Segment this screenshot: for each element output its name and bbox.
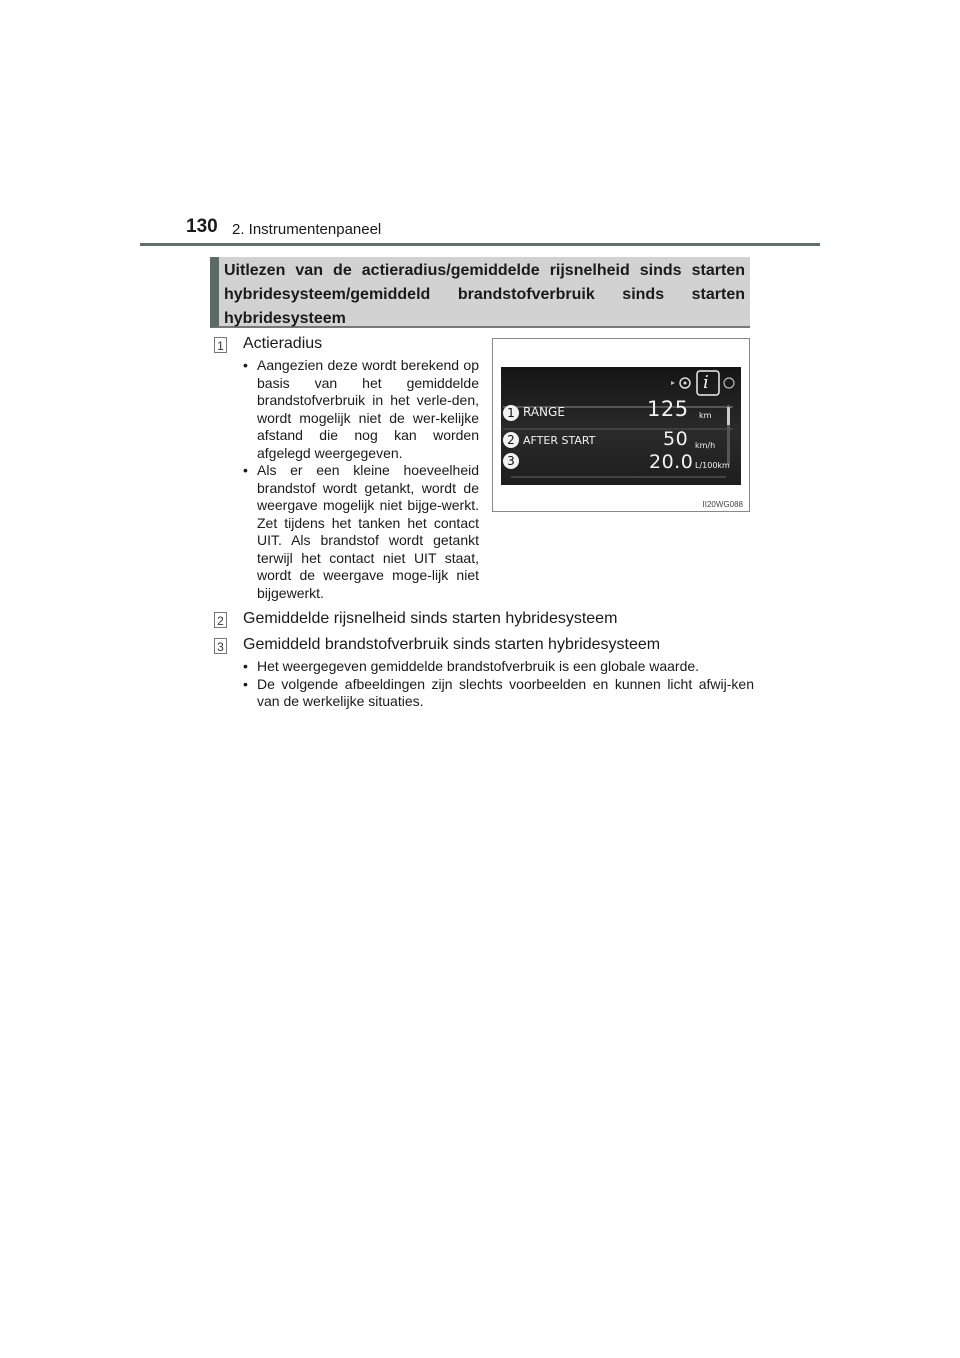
figure-code: II20WG088 (702, 500, 743, 509)
after-start-label: AFTER START (523, 434, 596, 447)
instrument-display-figure (492, 338, 750, 512)
driving-assist-icon (724, 378, 734, 388)
item-1-bullets (238, 357, 479, 602)
page-number: 130 (186, 216, 218, 237)
fuel-consumption-value: 20.0 (649, 451, 694, 473)
info-box (210, 257, 750, 328)
section-title: 2. Instrumentenpaneel (232, 221, 382, 238)
list-item: • Het weergegeven gemiddelde brandstofverbruik is een globale waarde. (238, 658, 754, 676)
item-number-1: 1 (214, 337, 227, 353)
range-unit: km (699, 411, 712, 420)
item-3-bullets (238, 658, 754, 711)
item-number-3: 3 (214, 638, 227, 654)
list-item: • Aangezien deze wordt berekend op basis van het gemiddelde brandstofverbruik in het verle-den, wordt mogelijk niet de wer-kelijke afstand die nog kan worden afgelegd weergegeven. (238, 357, 479, 462)
average-speed-value: 50 (663, 428, 689, 450)
item-title-actieradius: Actieradius (243, 335, 323, 352)
item-title-average-speed: Gemiddelde rijsnelheid sinds starten hybridesysteem (243, 610, 618, 627)
item-number-2: 2 (214, 612, 227, 628)
callout-3: 3 (503, 453, 519, 469)
settings-gear-icon (680, 378, 690, 388)
info-box-title: Uitlezen van de actieradius/gemiddelde rijsnelheid sinds starten hybridesysteem/gemiddeld brandstofverbruik sinds starten hybridesysteem (224, 262, 745, 327)
average-speed-unit: km/h (695, 441, 716, 450)
header-rule (140, 243, 820, 246)
list-item: • De volgende afbeeldingen zijn slechts voorbeelden en kunnen licht afwij-ken van de werkelijke situaties. (238, 676, 754, 711)
scrollbar-thumb (727, 407, 730, 425)
multi-info-display (501, 367, 741, 485)
list-item: • Als er een kleine hoeveelheid brandstof wordt getankt, wordt de weergave mogelijk niet bijge-werkt. Zet tijdens het tanken het contact UIT. Als brandstof wordt getankt terwijl het contact niet UIT staat, wordt de weergave moge-lijk niet bijgewerkt. (238, 462, 479, 602)
range-label: RANGE (523, 405, 565, 419)
info-icon: i (703, 372, 709, 393)
fuel-consumption-unit: L/100km (695, 461, 730, 470)
chevron-left-icon (671, 381, 675, 385)
range-value: 125 (647, 397, 689, 421)
callout-1: 1 (503, 405, 519, 421)
callout-2: 2 (503, 432, 519, 448)
item-title-fuel-consumption: Gemiddeld brandstofverbruik sinds starten hybridesysteem (243, 636, 661, 653)
